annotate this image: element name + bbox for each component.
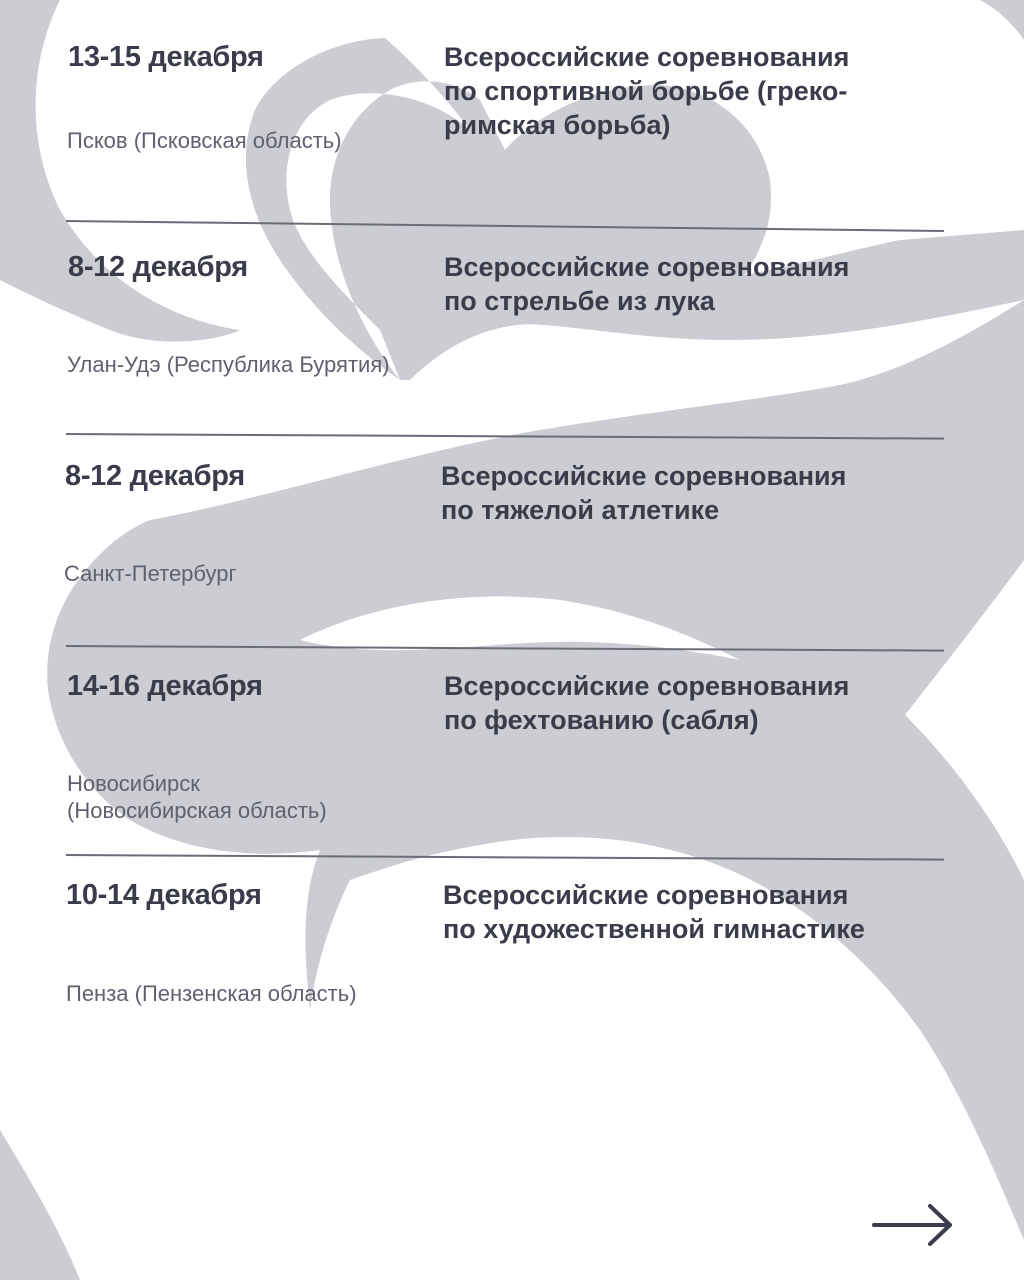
event-place: Псков (Псковская область) — [67, 128, 342, 153]
event-title-line: Всероссийские соревнования — [444, 671, 850, 701]
event-date: 14-16 декабря — [67, 670, 263, 702]
event-date: 10-14 декабря — [66, 879, 262, 911]
event-place: Санкт-Петербург — [64, 561, 237, 586]
event-date: 8-12 декабря — [68, 251, 248, 283]
event-title-line: по спортивной борьбе (греко- — [444, 76, 848, 106]
event-title-line: по художественной гимнастике — [443, 914, 865, 944]
event-date: 8-12 декабря — [65, 460, 245, 492]
event-place-line: (Новосибирская область) — [67, 798, 327, 823]
event-title — [441, 459, 911, 527]
event-title-line: римская борьба) — [444, 110, 671, 140]
event-place: Улан-Удэ (Республика Бурятия) — [67, 352, 390, 377]
event-title — [444, 669, 914, 737]
event-title-line: Всероссийские соревнования — [444, 42, 850, 72]
event-place: Пенза (Пензенская область) — [66, 981, 357, 1006]
event-title-line: по тяжелой атлетике — [441, 495, 720, 525]
event-title — [444, 250, 914, 318]
event-title-line: Всероссийские соревнования — [441, 461, 847, 491]
event-date: 13-15 декабря — [68, 41, 264, 73]
event-title-line: Всероссийские соревнования — [443, 880, 849, 910]
event-place-line: Новосибирск — [67, 771, 200, 796]
event-title-line: по стрельбе из лука — [444, 286, 715, 316]
event-title — [444, 40, 914, 142]
event-title-line: по фехтованию (сабля) — [444, 705, 759, 735]
arrow-right-icon[interactable] — [872, 1202, 956, 1248]
event-place — [67, 770, 447, 824]
event-title-line: Всероссийские соревнования — [444, 252, 850, 282]
event-title — [443, 878, 913, 946]
